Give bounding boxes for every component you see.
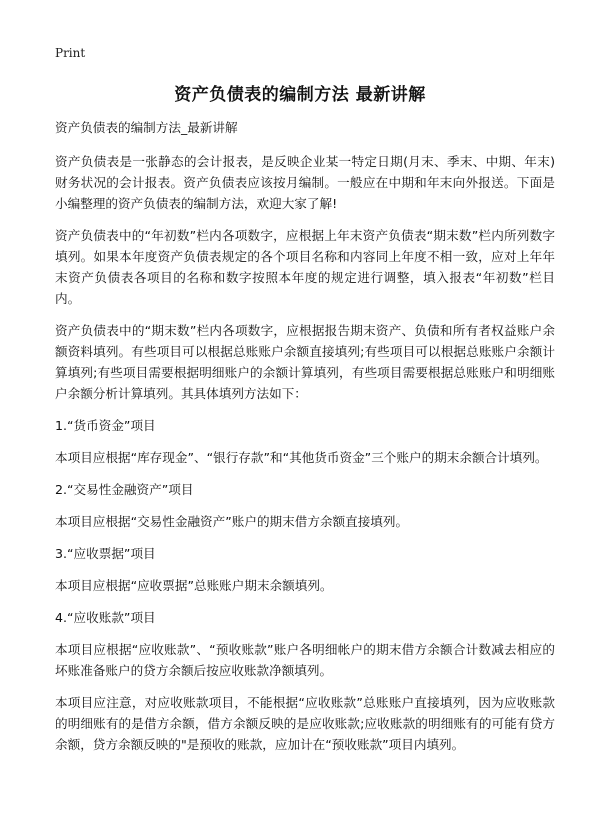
section-heading-trading-assets: 2.“交易性金融资产”项目 — [55, 482, 194, 497]
page-title: 资产负债表的编制方法 最新讲解 — [174, 85, 426, 105]
paragraph-cash: 本项目应根据“库存现金”、“银行存款”和“其他货币资金”三个账户的期末余额合计填列。 — [55, 450, 548, 465]
section-heading-cash: 1.“货币资金”项目 — [55, 418, 156, 433]
article-body — [55, 117, 555, 766]
paragraph-intro: 资产负债表是一张静态的会计报表，是反映企业某一特定日期(月末、季末、中期、年末)财务状况的会计报表。资产负债表应该按月编制。一般应在中期和年末向外报送。下面是小编整理的资产负债表的编制方法，欢迎大家了解! — [55, 154, 555, 211]
print-link[interactable]: Print — [55, 46, 86, 60]
paragraph-accounts-receivable: 本项目应根据“应收账款”、“预收账款”账户各明细帐户的期末借方余额合计数减去相应的坏账准备账户的贷方余额后按应收账款净额填列。 — [55, 642, 555, 678]
paragraph-notes-receivable: 本项目应根据“应收票据”总账账户期末余额填列。 — [55, 578, 333, 593]
paragraph-accounts-receivable-note: 本项目应注意，对应收账款项目，不能根据“应收账款”总账账户直接填列，因为应收账款的明细账有的是借方余额，借方余额反映的是应收账款;应收账款的明细账有的可能有贷方余额，贷方余额反映的"是预收的账款，应加计在“预收账款”项目内填列。 — [55, 695, 555, 752]
article-subtitle: 资产负债表的编制方法_最新讲解 — [55, 120, 238, 135]
section-heading-notes-receivable: 3.“应收票据”项目 — [55, 546, 156, 561]
paragraph-closing-balance: 资产负债表中的“期末数”栏内各项数字，应根据报告期末资产、负债和所有者权益账户余额资料填列。有些项目可以根据总账账户余额直接填列;有些项目可以根据总账账户余额计算填列;有些项目需要根据明细账户的余额计算填列，有些项目需要根据总账账户和明细账户余额分析计算填列。其具体填列方法如下： — [55, 323, 555, 401]
section-heading-accounts-receivable: 4.“应收账款”项目 — [55, 610, 156, 625]
paragraph-trading-assets: 本项目应根据“交易性金融资产”账户的期末借方余额直接填列。 — [55, 514, 409, 529]
paragraph-opening-balance: 资产负债表中的“年初数”栏内各项数字，应根据上年末资产负债表“期末数”栏内所列数字填列。如果本年度资产负债表规定的各个项目名称和内容同上年度不相一致，应对上年年末资产负债表各项目的名称和数字按照本年度的规定进行调整，填入报表“年初数”栏目内。 — [55, 228, 555, 306]
